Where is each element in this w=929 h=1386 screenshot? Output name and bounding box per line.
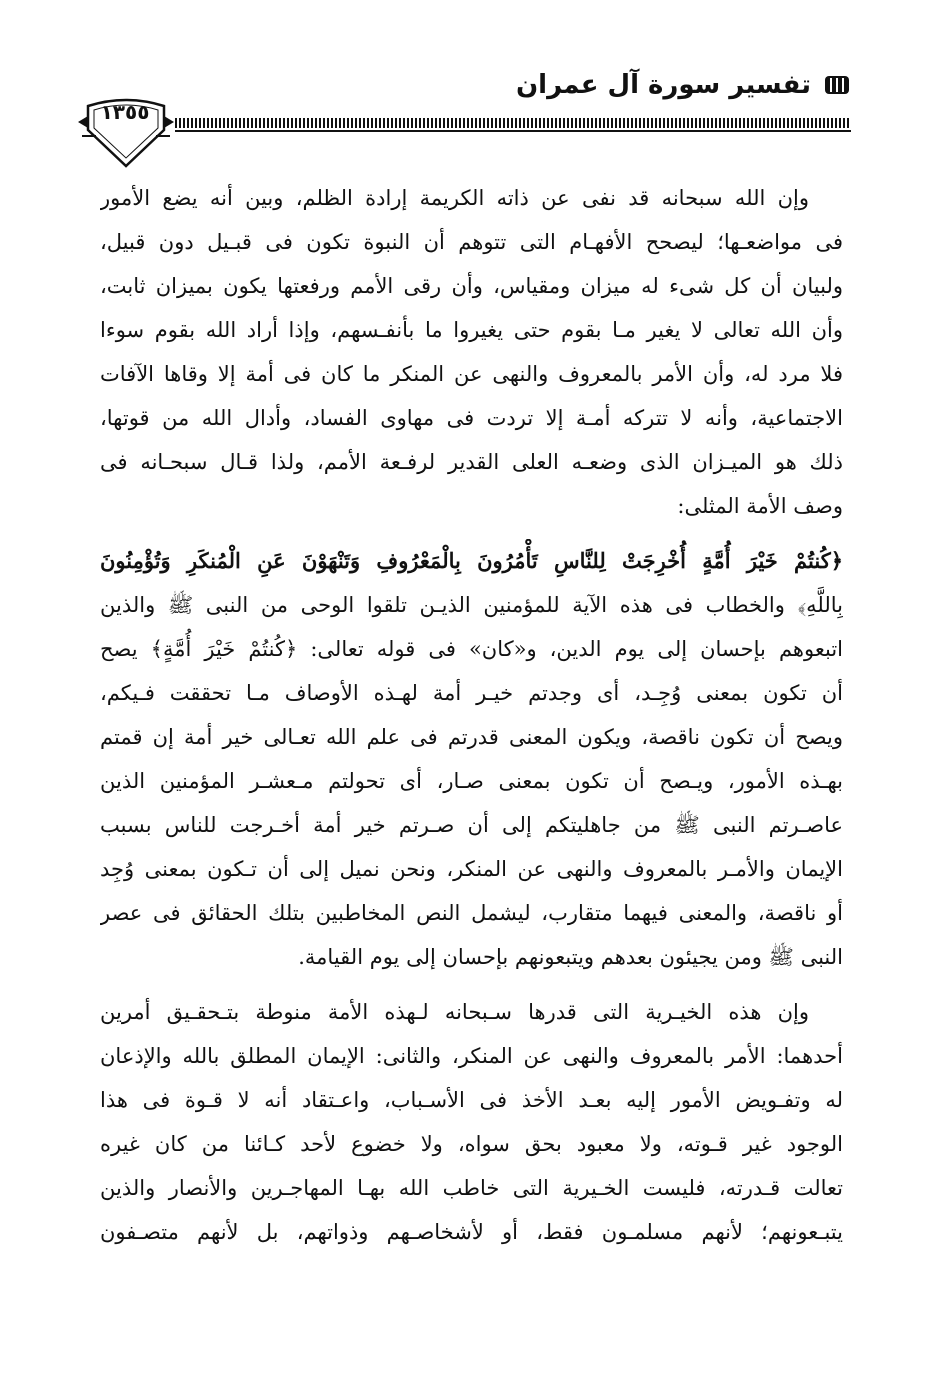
text-line: أن تكون بمعنى وُجِـد، أى وجدتم خيـر أمة لهـذه الأوصاف مـا تحققت فـيكم،: [100, 681, 843, 705]
text-line: النبى ﷺ ومن يجيئون بعدهم ويتبعونهم بإحسان إلى يوم القيامة.: [298, 945, 843, 969]
text-line: الاجتماعية، وأنه لا تتركه أمـة إلا تردت فى مهاوى الفساد، وأدال الله من قوتها،: [100, 406, 843, 430]
quran-verse-line: ﴿كُنتُمْ خَيْرَ أُمَّةٍ أُخْرِجَتْ لِلنَّاسِ تَأْمُرُونَ بِالْمَعْرُوفِ وَتَنْهَوْنَ عَنِ الْمُنكَرِ وَتُؤْمِنُونَ: [100, 548, 843, 573]
text-line: الإيمان والأمـر بالمعروف والنهى عن المنكر، ونحن نميل إلى أن تـكون بمعنى وُجِد: [100, 857, 843, 881]
paragraph-3: [100, 990, 843, 1254]
text-line: فى مواضعـها؛ ليصحح الأفهـام التى تتوهم أن النبوة تكون فى قبـيل دون قبيل،: [100, 230, 843, 254]
header-rule: [175, 118, 851, 132]
paragraph-gap: [100, 528, 843, 539]
text-line: وأن الله تعالى لا يغير مـا بقوم حتى يغيروا ما بأنفـسهم، وإذا أراد الله بقوم سوءا: [100, 318, 843, 342]
text-line: تعالت قـدرته، فليست الخـيرية التى خاطب الله بهـا المهاجـرين والأنصار والذين: [100, 1176, 843, 1200]
text-line: وصف الأمة المثلى:: [677, 494, 843, 518]
page-header: [516, 70, 851, 100]
paragraph-gap: [100, 979, 843, 990]
page-number: ١٣٥٥: [100, 100, 150, 124]
text-line: ويصح أن تكون ناقصة، ويكون المعنى قدرتم فى علم الله تعـالى خير أمة إن قمتم: [100, 725, 843, 749]
paragraph-1: [100, 176, 843, 528]
text-line: بهـذه الأمور، ويـصح أن تكون بمعنى صـار، أى تحولتم مـعشـر المؤمنين الذين: [100, 769, 843, 793]
paragraph-2: [100, 539, 843, 979]
text-line: وإن الله سبحانه قد نفى عن ذاته الكريمة إرادة الظلم، وبين أنه يضع الأمور: [100, 186, 809, 210]
text-line: بِاللَّهِ﴾ والخطاب فى هذه الآية للمؤمنين الذيـن تلقوا الوحى من النبى ﷺ والذين: [100, 593, 843, 617]
text-line: أحدهما: الأمر بالمعروف والنهى عن المنكر، والثانى: الإيمان المطلق بالله والإذعان: [100, 1044, 843, 1068]
text-line: الوجود غير قـوته، ولا معبود بحق سواه، ولا خضوع لأحد كـائنا من كان غيره: [100, 1132, 843, 1156]
text-line: ولبيان أن كل شىء له ميزان ومقياس، وأن رقى الأمم ورفعتها يكون بميزان ثابت،: [100, 274, 843, 298]
book-title: تفسير سورة آل عمران: [515, 70, 811, 100]
text-line: فلا مرد له، وأن الأمر بالمعروف والنهى عن المنكر ما كان فى أمة إلا وقاها الآفات: [100, 362, 843, 386]
ornament-icon: [823, 73, 851, 97]
text-line: اتبعوهم بإحسان إلى يوم الدين، و«كان» فى قوله تعالى: ﴿كُنتُمْ خَيْرَ أُمَّةٍ﴾ يصح: [100, 637, 843, 661]
text-line: ذلك هو الميـزان الذى وضعـه العلى القدير لرفـعة الأمم، ولذا قـال سبحـانه فى: [100, 450, 843, 474]
text-line: عاصـرتم النبى ﷺ من جاهليتكم إلى أن صـرتم خير أمة أخـرجت للناس بسبب: [100, 813, 843, 837]
text-line: وإن هذه الخيـرية التى قدرها سـبحانه لـهذه الأمة منوطة بتـحقـيق أمرين: [100, 1000, 809, 1024]
text-line: له وتفـويض الأمور إليه بعـد الأخذ فى الأسـباب، واعـتقاد أنه لا قـوة فى هذا: [100, 1088, 843, 1112]
body-text: [100, 176, 843, 1254]
text-line: يتبـعونهم؛ لأنهم مسلمـون فقط، أو لأشخاصـهم وذواتهم، بل لأنهم متصـفون: [100, 1220, 843, 1244]
text-line: أو ناقصة، والمعنى فيهما متقارب، ليشمل النص المخاطبين بتلك الحقائق فى عصر: [100, 901, 843, 925]
